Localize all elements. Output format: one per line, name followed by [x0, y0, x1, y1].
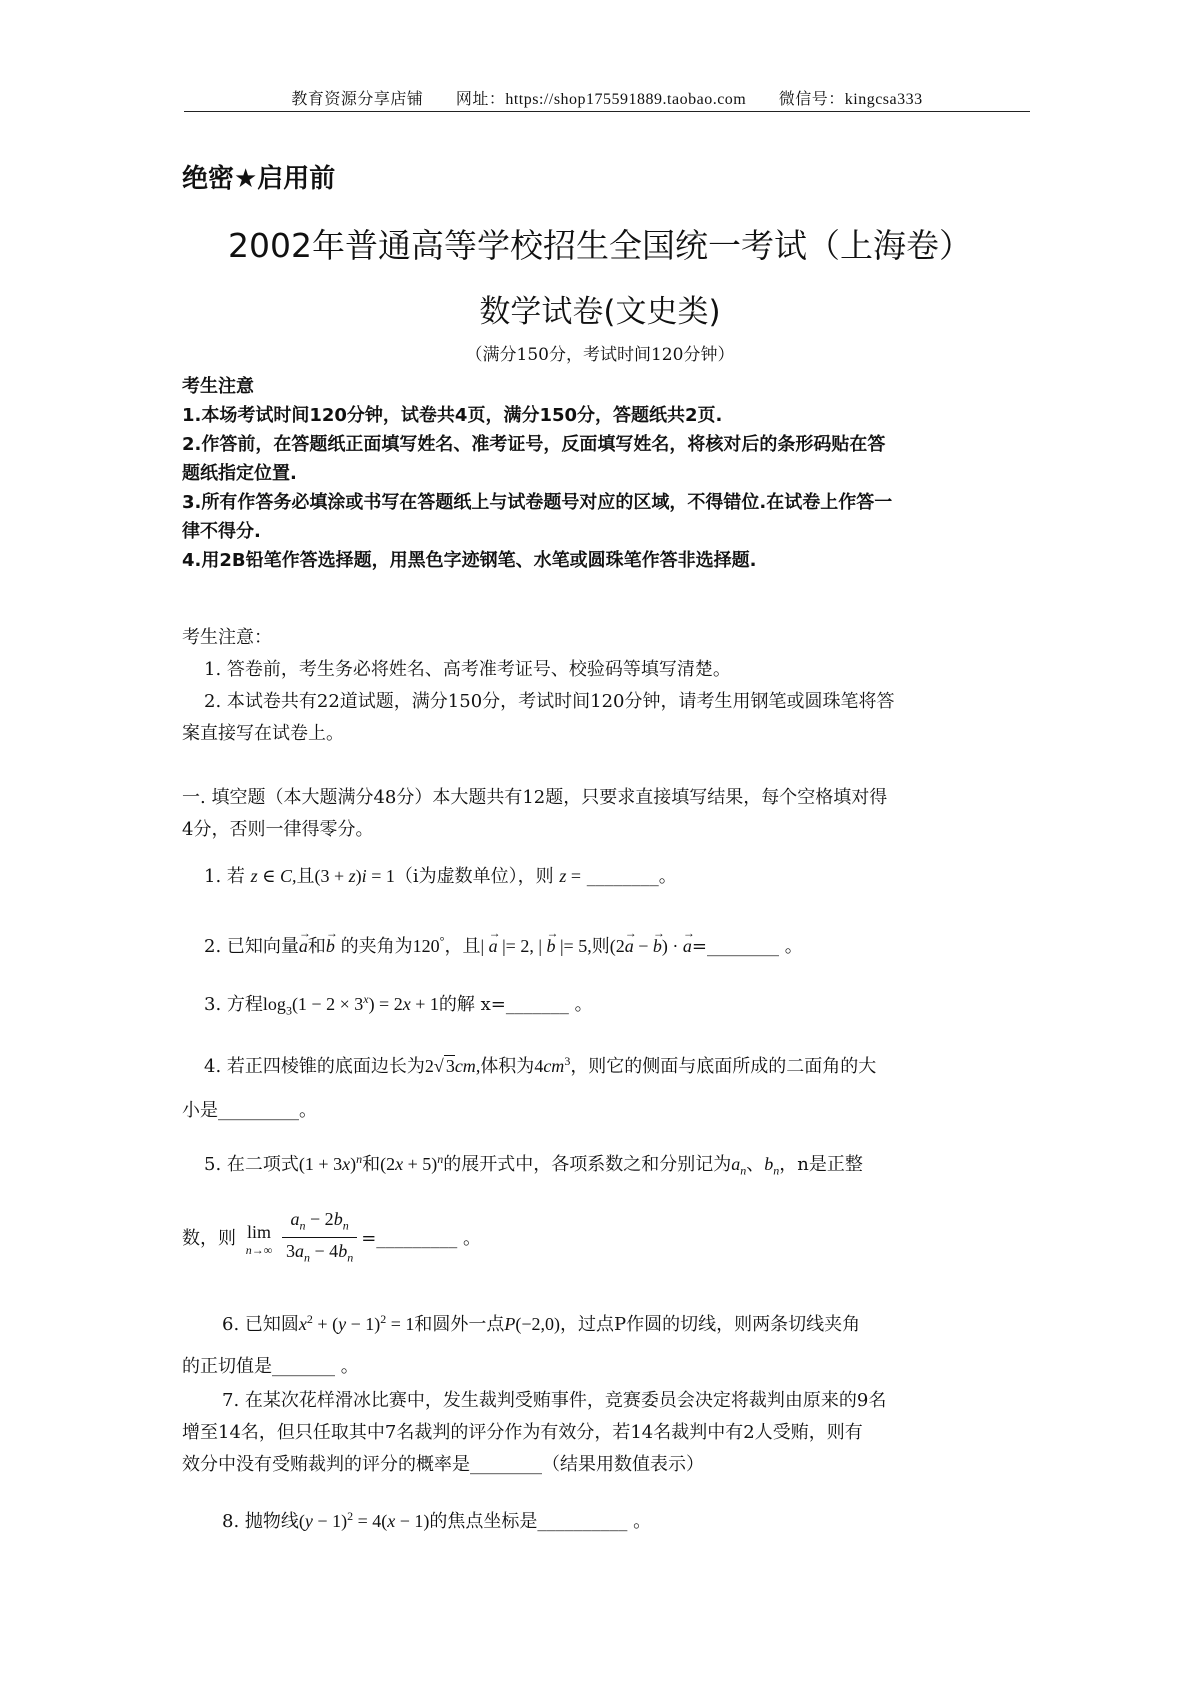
- question-text: 和: [362, 1154, 381, 1175]
- question-text: 。: [574, 994, 593, 1015]
- answer-blank[interactable]: =_________: [361, 1227, 458, 1249]
- question-text: 。: [463, 1227, 482, 1249]
- question-text: 的解 x=: [438, 994, 506, 1015]
- shop-url: 网址：https://shop175591889.taobao.com: [455, 91, 747, 108]
- question-text: 若正四棱锥的底面边长为: [226, 1056, 425, 1077]
- question-text: 。: [633, 1511, 652, 1532]
- notice2-item: 案直接写在试卷上。: [182, 723, 344, 744]
- notice-item: 2.作答前，在答题纸正面填写姓名、准考证号，反面填写姓名，将核对后的条形码贴在答: [182, 434, 886, 455]
- question-text: ，且: [444, 936, 481, 957]
- notice-item: 4.用2B铅笔作答选择题，用黑色字迹钢笔、水笔或圆珠笔作答非选择题.: [182, 550, 757, 571]
- question-number: 4.: [204, 1056, 222, 1077]
- question-text: 在某次花样滑冰比赛中，发生裁判受贿事件，竞赛委员会决定将裁判由原来的9名: [244, 1390, 887, 1411]
- question-text: ，过点P作圆的切线，则两条切线夹角: [560, 1314, 861, 1335]
- question-text: 在二项式: [226, 1154, 299, 1175]
- question-number: 5.: [204, 1154, 222, 1175]
- question-text: 和圆外一点: [414, 1314, 505, 1335]
- secret-label: 绝密★启用前: [182, 164, 336, 194]
- question-text: 效分中没有受贿裁判的评分的概率是: [182, 1454, 470, 1475]
- score-time-line: （满分150分，考试时间120分钟）: [465, 345, 735, 365]
- exam-title: 2002年普通高等学校招生全国统一考试（上海卷）: [228, 226, 972, 265]
- page-header: [184, 86, 1030, 109]
- question-text: 。: [658, 866, 677, 887]
- formula: $(1 + 3x)^n$: [298, 1152, 363, 1174]
- question-text: （结果用数值表示）: [542, 1454, 704, 1475]
- formula: $b_n$: [764, 1154, 780, 1178]
- notice2-heading: 考生注意：: [182, 627, 272, 648]
- question-text: （i为虚数单位），则: [394, 866, 554, 887]
- question-text: 。: [299, 1100, 317, 1121]
- formula: z ∈ C,: [250, 866, 297, 886]
- question-1: [182, 860, 1032, 893]
- question-text: 体积为: [480, 1056, 535, 1077]
- notice-item: 3.所有作答务必填涂或书写在答题纸上与试卷题号对应的区域，不得错位.在试卷上作答一: [182, 492, 893, 513]
- candidate-notice: [182, 622, 1032, 750]
- question-text: 若: [226, 866, 245, 887]
- wechat-id: 微信号：kingcsa333: [778, 91, 923, 108]
- formula: | → a |= 2, | → b |= 5,: [480, 936, 591, 956]
- section-fill-in-heading: [182, 782, 1032, 846]
- header-divider: [184, 111, 1030, 112]
- answer-blank[interactable]: _________: [218, 1100, 299, 1121]
- fraction: $\frac{a_n - 2b_n}{3a_n - 4b_n}$: [282, 1207, 357, 1271]
- question-text: 已知向量: [226, 936, 299, 957]
- question-text: 则: [591, 936, 610, 957]
- answer-blank[interactable]: __________: [537, 1511, 628, 1532]
- formula: z =: [559, 866, 582, 886]
- angle-value: 120: [412, 936, 440, 956]
- formula: $(y - 1)^2 = 4(x - 1)$: [298, 1509, 430, 1531]
- notice2-item: 1. 答卷前，考生务必将姓名、高考准考证号、校验码等填写清楚。: [204, 659, 731, 680]
- question-2: [182, 925, 1032, 963]
- question-text: 、: [746, 1154, 765, 1175]
- formula: P(−2,0): [504, 1314, 561, 1334]
- question-3: [182, 983, 1032, 1027]
- question-text: 的夹角为: [340, 936, 413, 957]
- shop-name: 教育资源分享店铺: [291, 91, 424, 108]
- formula: → b: [326, 930, 335, 962]
- question-8: [182, 1500, 1032, 1538]
- formula: $4cm^3$: [534, 1054, 571, 1076]
- answer-blank[interactable]: =________: [691, 936, 779, 957]
- question-text: 和: [307, 936, 326, 957]
- notice-item: 1.本场考试时间120分钟，试卷共4页，满分150分，答题纸共2页.: [182, 405, 723, 426]
- exam-subtitle: 数学试卷(文史类): [479, 294, 721, 330]
- question-number: 7.: [222, 1390, 240, 1411]
- section-line: 4分，否则一律得零分。: [182, 819, 374, 840]
- question-text: 。: [784, 936, 803, 957]
- notice2-item: 2. 本试卷共有22道试题，满分150分，考试时间120分钟，请考生用钢笔或圆珠笔将答: [204, 691, 895, 712]
- question-text: 方程: [226, 994, 263, 1015]
- question-text: 增至14名，但只任取其中7名裁判的评分作为有效分，若14名裁判中有2人受贿，则有: [182, 1422, 863, 1443]
- question-text: 且: [296, 866, 315, 887]
- question-5: [182, 1143, 1032, 1271]
- formula: $(2x + 5)^n$: [380, 1152, 444, 1174]
- question-text: 抛物线: [244, 1511, 299, 1532]
- question-number: 2.: [204, 936, 222, 957]
- formula: $x^2 + (y - 1)^2 = 1$: [298, 1312, 415, 1334]
- formula: (3 + z)i = 1: [314, 866, 395, 886]
- formula: $a_n$: [731, 1154, 747, 1178]
- notice-item: 律不得分.: [182, 521, 261, 542]
- question-4: [182, 1045, 1032, 1127]
- question-number: 6.: [222, 1314, 240, 1335]
- question-number: 8.: [222, 1511, 240, 1532]
- limit-expression: lim n→∞: [245, 1221, 273, 1257]
- formula: 2√ 3cm,: [424, 1056, 481, 1076]
- question-text: 。: [340, 1356, 359, 1377]
- answer-blank[interactable]: _______: [272, 1356, 335, 1377]
- question-6: [182, 1303, 1032, 1383]
- answer-blank[interactable]: ________: [586, 866, 659, 887]
- question-text: 数，则: [182, 1227, 236, 1249]
- answer-blank[interactable]: ________: [470, 1454, 542, 1475]
- question-text: 的正切值是: [182, 1356, 272, 1377]
- notice-item: 题纸指定位置.: [182, 463, 297, 484]
- question-text: 已知圆: [244, 1314, 299, 1335]
- formula: → a: [299, 930, 308, 962]
- candidate-notice-bold: [182, 372, 1032, 575]
- section-line: 一. 填空题（本大题满分48分）本大题共有12题，只要求直接填写结果，每个空格填对得: [182, 787, 888, 808]
- formula: 120°: [412, 934, 445, 956]
- notice-heading: 考生注意: [182, 376, 254, 397]
- formula: $\log_3(1 - 2 \times 3^x) = 2x + 1$: [262, 992, 439, 1018]
- answer-blank[interactable]: _______: [505, 994, 569, 1015]
- question-text: 小是: [182, 1100, 218, 1121]
- question-text: 的展开式中，各项系数之和分别记为: [443, 1154, 732, 1175]
- question-text: 的焦点坐标是: [429, 1511, 538, 1532]
- question-number: 1.: [204, 866, 222, 887]
- question-text: ，n是正整: [779, 1154, 863, 1175]
- formula: (2→ a − → b) · → a: [610, 936, 692, 956]
- question-7: [182, 1385, 1032, 1481]
- question-number: 3.: [204, 994, 222, 1015]
- question-text: ，则它的侧面与底面所成的二面角的大: [570, 1056, 877, 1077]
